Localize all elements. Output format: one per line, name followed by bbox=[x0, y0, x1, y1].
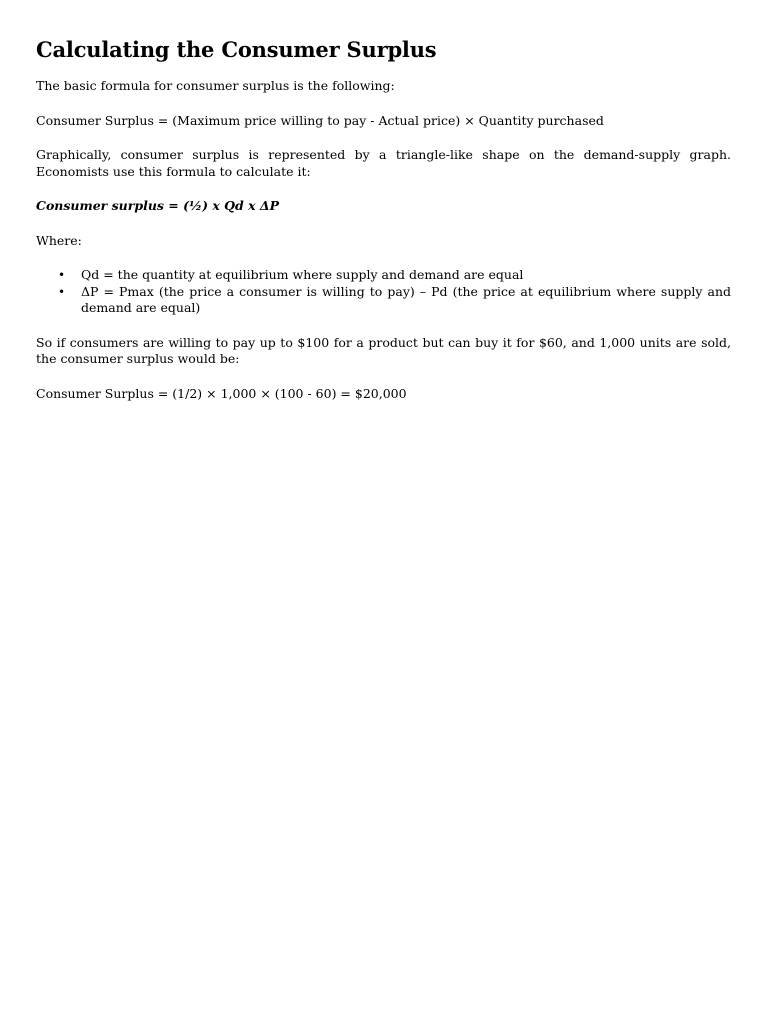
page-title: Calculating the Consumer Surplus bbox=[36, 37, 437, 62]
where-label: Where: bbox=[36, 232, 82, 248]
list-item bbox=[36, 267, 731, 284]
intro-paragraph: The basic formula for consumer surplus is the following: bbox=[36, 78, 395, 93]
definition-list bbox=[36, 267, 731, 317]
example-result: Consumer Surplus = (1/2) × 1,000 × (100 - 60) = $20,000 bbox=[36, 385, 407, 401]
list-item bbox=[36, 284, 731, 317]
graphical-note-paragraph: Graphically, consumer surplus is represented by a triangle-like shape on the demand-supply graph. Economists use this formula to calculate it: bbox=[36, 147, 731, 179]
definition-text-qd: Qd = the quantity at equilibrium where supply and demand are equal bbox=[81, 267, 524, 282]
definition-text-delta-p: ΔP = Pmax (the price a consumer is willing to pay) – Pd (the price at equilibrium where supply and demand are equal) bbox=[81, 283, 731, 315]
bullet-icon: • bbox=[58, 268, 66, 282]
surplus-formula: Consumer surplus = (½) x Qd x ΔP bbox=[36, 198, 280, 213]
example-paragraph: So if consumers are willing to pay up to $100 for a product but can buy it for $60, and 1,000 units are sold, the consumer surplus would be: bbox=[36, 334, 731, 366]
bullet-icon: • bbox=[58, 284, 66, 299]
basic-formula-paragraph: Consumer Surplus = (Maximum price willing to pay - Actual price) × Quantity purchased bbox=[36, 112, 604, 128]
